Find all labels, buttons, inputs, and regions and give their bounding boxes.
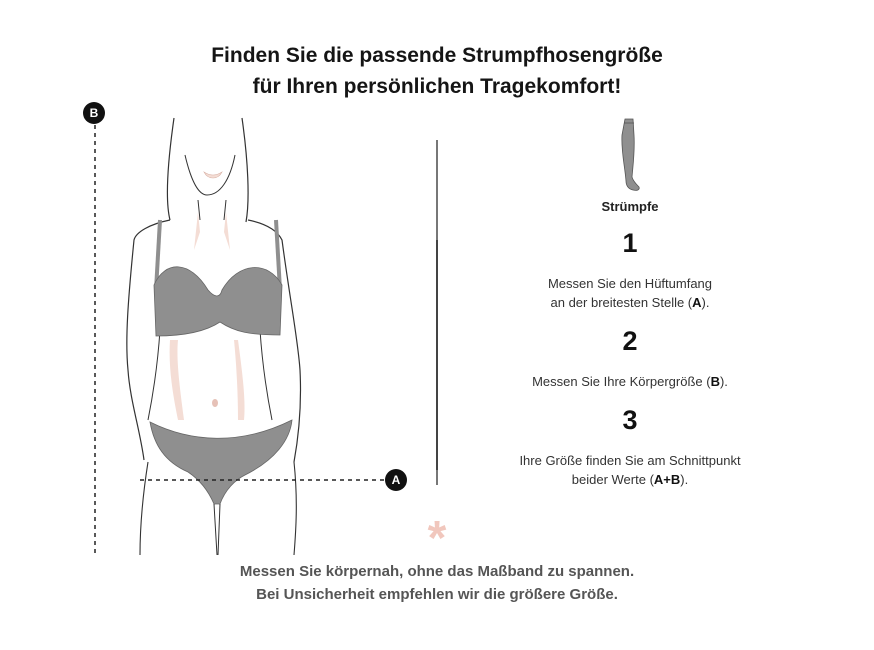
instructions-panel	[490, 115, 770, 489]
step-3-number: 3	[622, 405, 638, 435]
marker-a: A	[385, 469, 407, 491]
body-measurement-illustration	[70, 100, 430, 560]
step-2-number: 2	[622, 326, 638, 356]
page-title	[0, 40, 874, 102]
footer-note	[0, 560, 874, 606]
title-line-1: Finden Sie die passende Strumpfhosengröße	[211, 44, 663, 67]
step-1-number: 1	[622, 228, 638, 258]
vertical-divider	[436, 140, 438, 485]
bra-shape	[154, 267, 282, 336]
asterisk-icon: *	[427, 512, 447, 565]
title-line-2: für Ihren persönlichen Tragekomfort!	[252, 75, 622, 98]
step-2-text: Messen Sie Ihre Körpergröße (B).	[532, 374, 728, 389]
step-3-text: Ihre Größe finden Sie am Schnittpunkt beider Werte (A+B).	[519, 453, 741, 487]
category-label: Strümpfe	[601, 199, 659, 214]
marker-b: B	[83, 102, 105, 124]
step-1-text: Messen Sie den Hüftumfang an der breitesten Stelle (A).	[547, 276, 713, 310]
footer-line-1: Messen Sie körpernah, ohne das Maßband zu spannen.	[239, 563, 635, 580]
panty-shape	[150, 420, 292, 504]
stocking-icon	[615, 115, 645, 193]
footer-line-2: Bei Unsicherheit empfehlen wir die größere Größe.	[256, 586, 618, 603]
